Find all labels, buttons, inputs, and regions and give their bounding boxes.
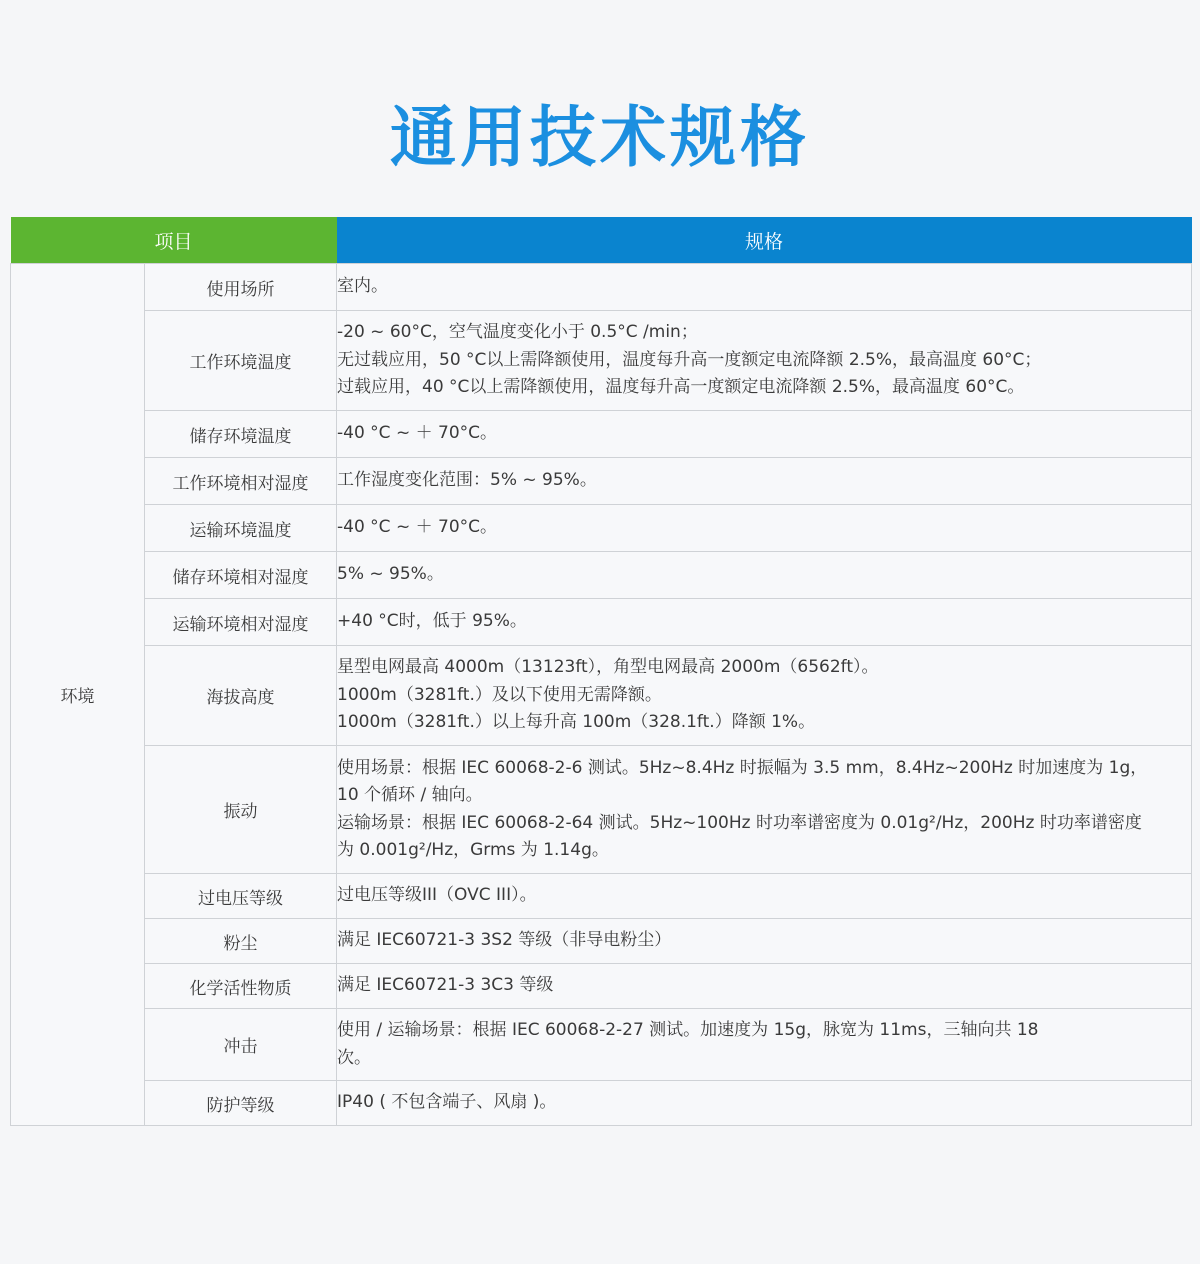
table-row: [11, 599, 1192, 646]
row-name: 储存环境温度: [145, 411, 337, 458]
row-value: [337, 552, 1192, 599]
value-line: 满足 IEC60721-3 3S2 等级（非导电粉尘）: [337, 930, 672, 951]
table-row: [11, 746, 1192, 874]
row-value: [337, 458, 1192, 505]
row-value: [337, 599, 1192, 646]
page-title: 通用技术规格: [390, 99, 810, 176]
table-row: [11, 874, 1192, 919]
table-row: [11, 458, 1192, 505]
value-line: 5% ~ 95%。: [337, 564, 444, 585]
row-name: 防护等级: [145, 1081, 337, 1126]
value-line: 使用 / 运输场景：根据 IEC 60068-2-27 测试。加速度为 15g，脉宽为 11ms，三轴向共 18: [337, 1020, 1039, 1040]
value-line: 室内。: [337, 276, 389, 297]
value-line: 1000m（3281ft.）以上每升高 100m（328.1ft.）降额 1%。: [337, 712, 816, 733]
value-line: 使用场景：根据 IEC 60068-2-6 测试。5Hz~8.4Hz 时振幅为 3.5 mm，8.4Hz~200Hz 时加速度为 1g，: [337, 757, 1148, 778]
value-line: -20 ~ 60°C，空气温度变化小于 0.5°C /min；: [337, 322, 698, 343]
value-line: 过载应用，40 °C以上需降额使用，温度每升高一度额定电流降额 2.5%，最高温度 60°C。: [337, 377, 1025, 398]
row-name: 过电压等级: [145, 874, 337, 919]
value-line: 运输场景：根据 IEC 60068-2-64 测试。5Hz~100Hz 时功率谱密度为 0.01g²/Hz，200Hz 时功率谱密度: [337, 812, 1142, 833]
row-name: 振动: [145, 746, 337, 874]
table-row: [11, 411, 1192, 458]
value-line: 星型电网最高 4000m（13123ft），角型电网最高 2000m（6562ft）。: [337, 657, 879, 678]
group-label: 环境: [11, 264, 145, 1126]
row-value: [337, 411, 1192, 458]
value-line: +40 °C时，低于 95%。: [337, 611, 527, 632]
header-item: 项目: [11, 217, 337, 264]
value-line: -40 °C ~ ＋ 70°C。: [337, 423, 498, 444]
row-value: [337, 311, 1192, 411]
row-name: 粉尘: [145, 919, 337, 964]
header-spec: 规格: [337, 217, 1192, 264]
row-value: [337, 919, 1192, 964]
row-name: 工作环境温度: [145, 311, 337, 411]
row-name: 使用场所: [145, 264, 337, 311]
table-row: [11, 646, 1192, 746]
row-value: [337, 505, 1192, 552]
value-line: 10 个循环 / 轴向。: [337, 785, 483, 805]
row-value: [337, 264, 1192, 311]
value-line: 1000m（3281ft.）及以下使用无需降额。: [337, 684, 662, 705]
row-name: 海拔高度: [145, 646, 337, 746]
row-value: [337, 1009, 1192, 1081]
table-row: [11, 964, 1192, 1009]
table-row: [11, 919, 1192, 964]
value-line: 工作湿度变化范围：5% ~ 95%。: [337, 470, 597, 491]
spec-table: [10, 217, 1192, 1126]
value-line: -40 °C ~ ＋ 70°C。: [337, 517, 498, 538]
value-line: IP40 ( 不包含端子、风扇 )。: [337, 1092, 557, 1113]
table-row: [11, 264, 1192, 311]
row-value: [337, 874, 1192, 919]
table-header-row: [11, 217, 1192, 264]
row-value: [337, 1081, 1192, 1126]
table-row: [11, 505, 1192, 552]
row-value: [337, 964, 1192, 1009]
value-line: 次。: [337, 1047, 372, 1068]
row-name: 化学活性物质: [145, 964, 337, 1009]
table-row: [11, 1009, 1192, 1081]
value-line: 过电压等级III（OVC III）。: [337, 885, 537, 906]
spec-table-body: [11, 264, 1192, 1126]
row-name: 储存环境相对湿度: [145, 552, 337, 599]
row-name: 冲击: [145, 1009, 337, 1081]
table-row: [11, 552, 1192, 599]
row-value: [337, 646, 1192, 746]
row-name: 运输环境相对湿度: [145, 599, 337, 646]
table-row: [11, 311, 1192, 411]
value-line: 满足 IEC60721-3 3C3 等级: [337, 975, 554, 996]
row-value: [337, 746, 1192, 874]
row-name: 运输环境温度: [145, 505, 337, 552]
table-row: [11, 1081, 1192, 1126]
value-line: 无过载应用，50 °C以上需降额使用，温度每升高一度额定电流降额 2.5%，最高温度 60°C；: [337, 349, 1042, 370]
value-line: 为 0.001g²/Hz，Grms 为 1.14g。: [337, 840, 609, 860]
row-name: 工作环境相对湿度: [145, 458, 337, 505]
